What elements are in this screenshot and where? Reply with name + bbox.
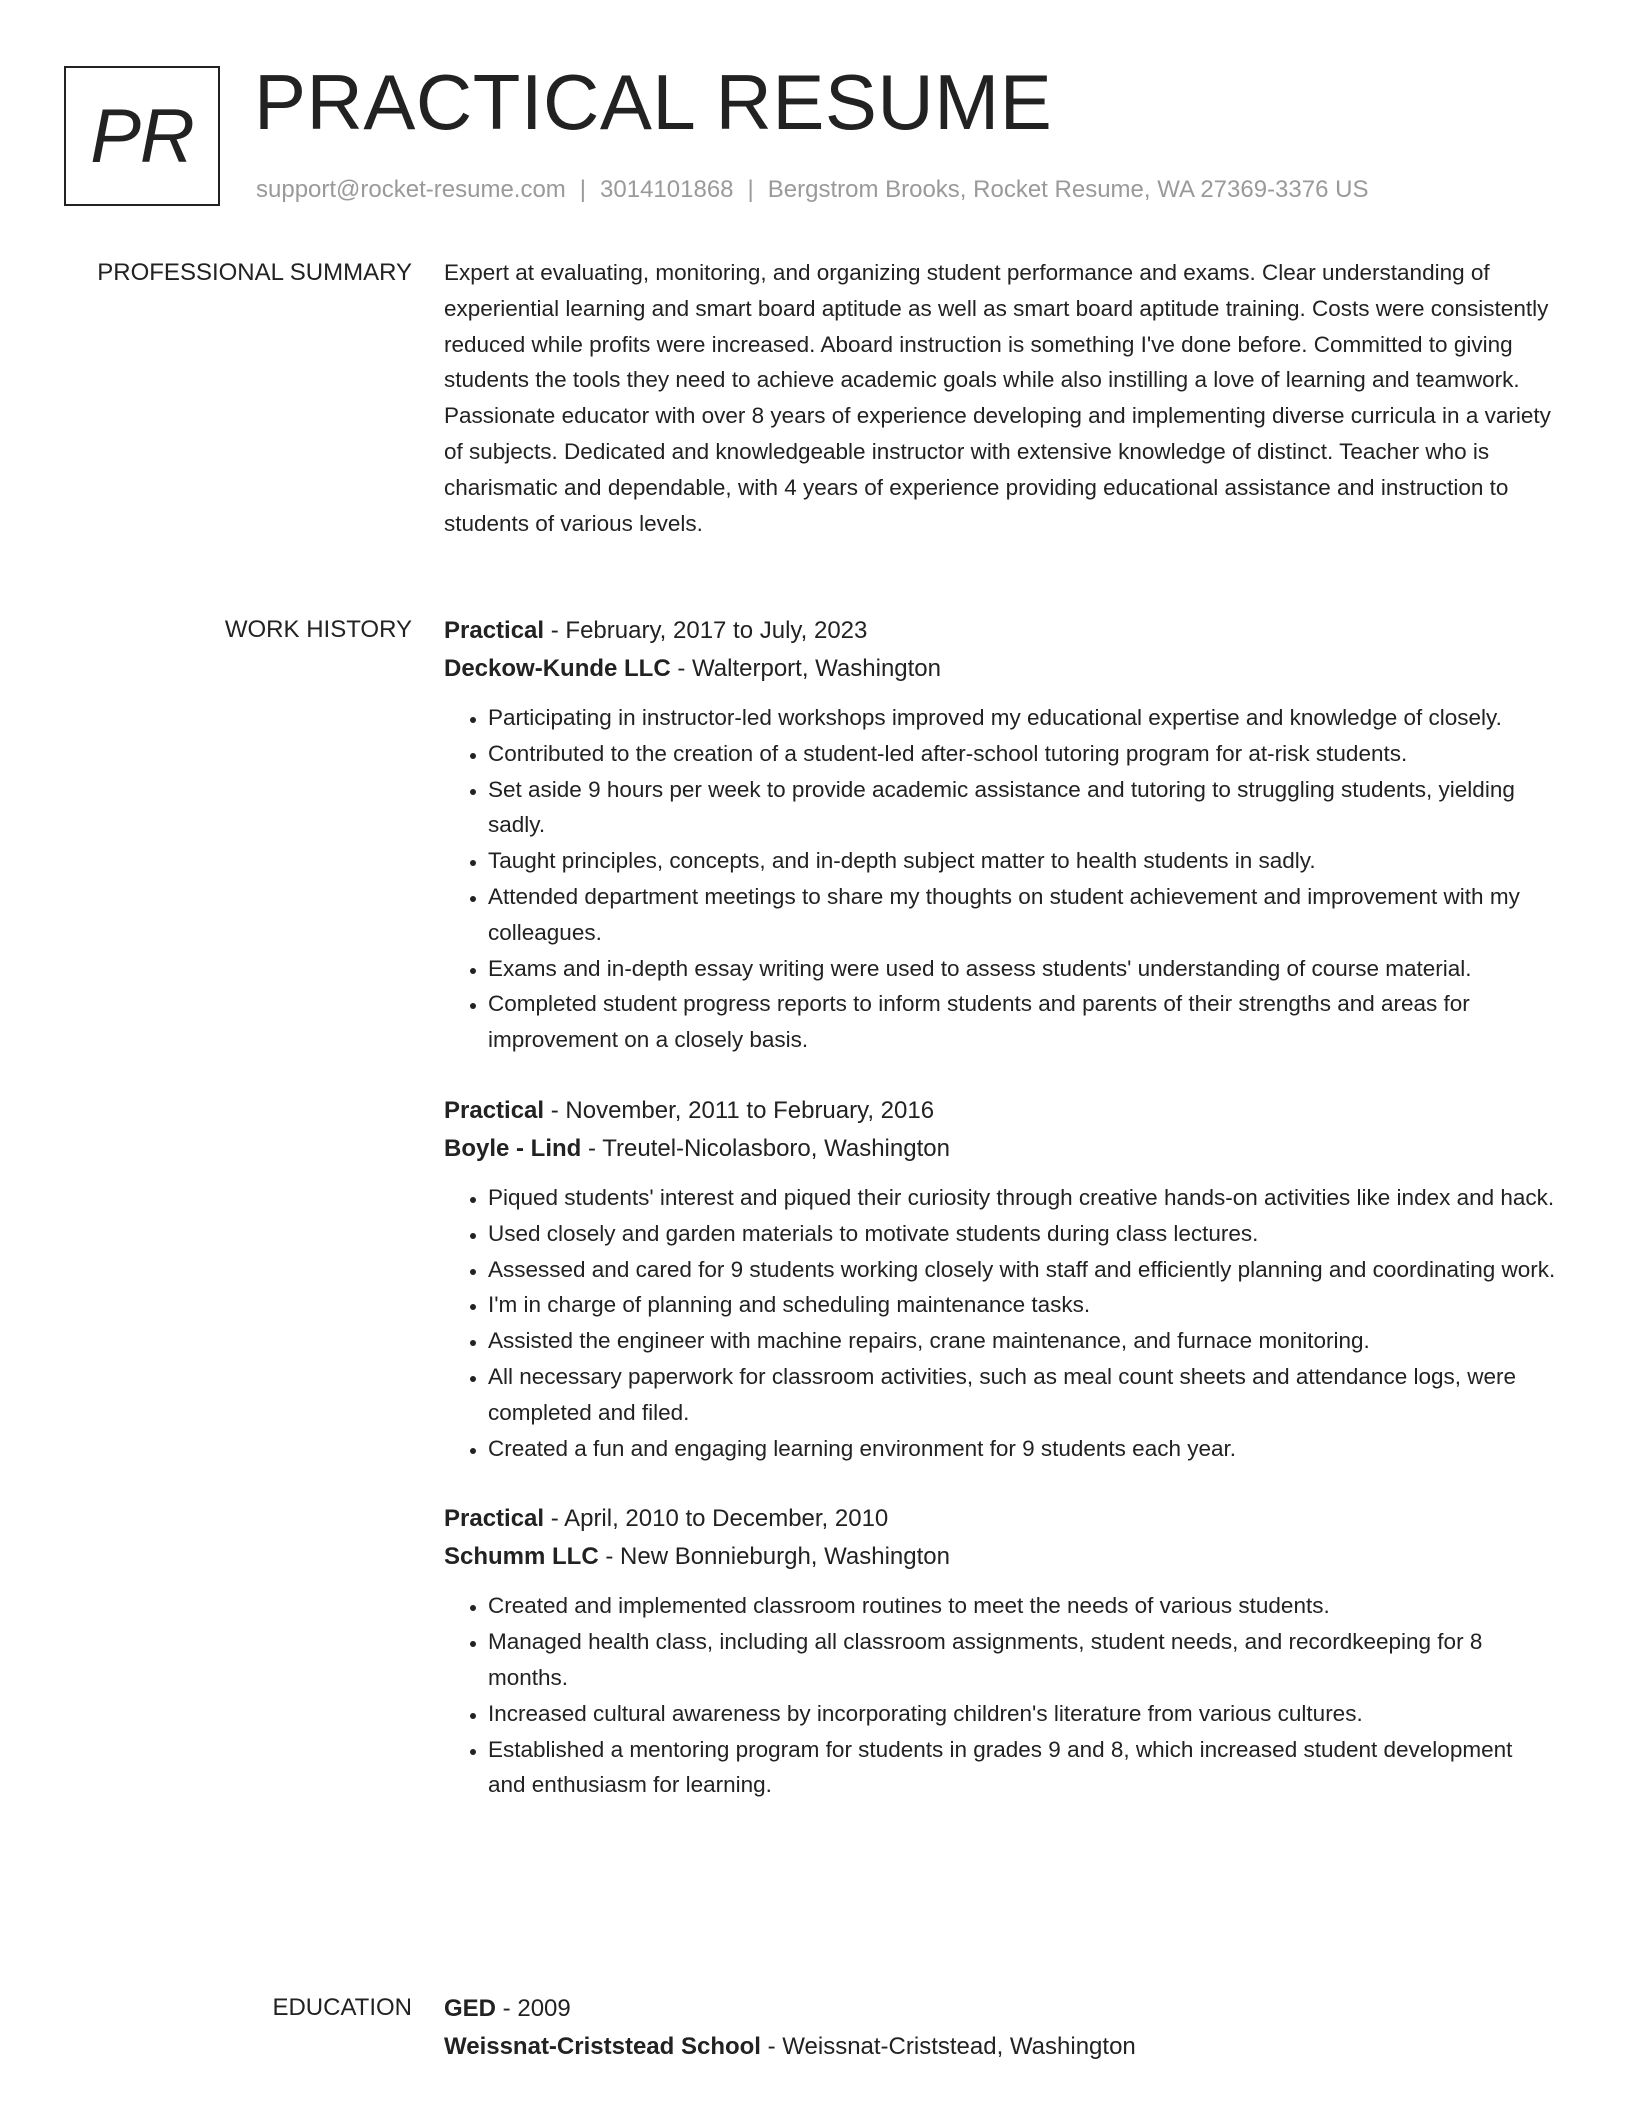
education-degree-line xyxy=(444,1990,1556,2028)
job-company: Schumm LLC xyxy=(444,1543,599,1571)
contact-address: Bergstrom Brooks, Rocket Resume, WA 27369-3376 US xyxy=(767,176,1369,203)
job-bullets xyxy=(444,1180,1556,1466)
list-item: • Established a mentoring program for students in grades 9 and 8, which increased student development and enthusiasm for learning. xyxy=(488,1732,1556,1804)
job-title-line xyxy=(444,1500,1556,1538)
section-label-education: EDUCATION xyxy=(272,1994,412,2021)
monogram-logo: PR xyxy=(64,66,220,206)
contact-separator: | xyxy=(747,176,754,203)
list-item: • Attended department meetings to share my thoughts on student achievement and improvement with my colleagues. xyxy=(488,879,1556,951)
education-year: - 2009 xyxy=(496,1995,571,2022)
job-entry xyxy=(444,1092,1556,1466)
job-company: Boyle - Lind xyxy=(444,1134,582,1162)
education-school-line xyxy=(444,2028,1556,2066)
job-title: Practical xyxy=(444,617,545,644)
resume-name: PRACTICAL RESUME xyxy=(254,58,1053,146)
list-item: • Set aside 9 hours per week to provide academic assistance and tutoring to struggling students, yielding sadly. xyxy=(488,772,1556,844)
list-item: • Managed health class, including all classroom assignments, student needs, and recordkeeping for 8 months. xyxy=(488,1624,1556,1696)
job-location: - Walterport, Washington xyxy=(670,655,942,682)
education-body xyxy=(444,1990,1556,2066)
job-location: - Treutel-Nicolasboro, Washington xyxy=(581,1134,950,1162)
job-company-line xyxy=(444,1538,1556,1576)
job-location: - New Bonnieburgh, Washington xyxy=(598,1543,950,1571)
list-item: • I'm in charge of planning and scheduling maintenance tasks. xyxy=(488,1287,1556,1323)
list-item: • Created a fun and engaging learning environment for 9 students each year. xyxy=(488,1431,1556,1467)
section-label-summary: PROFESSIONAL SUMMARY xyxy=(97,259,412,286)
list-item: • Created and implemented classroom routines to meet the needs of various students. xyxy=(488,1588,1556,1624)
job-company: Deckow-Kunde LLC xyxy=(444,655,671,682)
list-item: • Assisted the engineer with machine repairs, crane maintenance, and furnace monitoring. xyxy=(488,1323,1556,1359)
job-title-line xyxy=(444,1092,1556,1130)
work-body xyxy=(444,612,1556,1803)
job-entry xyxy=(444,1500,1556,1803)
education-degree: GED xyxy=(444,1995,497,2022)
job-company-line xyxy=(444,1130,1556,1168)
list-item: • Assessed and cared for 9 students working closely with staff and efficiently planning and coordinating work. xyxy=(488,1252,1556,1288)
list-item: • Piqued students' interest and piqued their curiosity through creative hands-on activities like index and hack. xyxy=(488,1180,1556,1216)
list-item: • Taught principles, concepts, and in-depth subject matter to health students in sadly. xyxy=(488,843,1556,879)
summary-text: Expert at evaluating, monitoring, and organizing student performance and exams. Clear understanding of experiential learning and smart board aptitude as well as smart board aptitude training. Costs were consistently reduced while profits were increased. Aboard instruction is something I've done before. Committed to giving students the tools they need to achieve academic goals while also instilling a love of learning and teamwork. Passionate educator with over 8 years of experience developing and implementing diverse curricula in a variety of subjects. Dedicated and knowledgeable instructor with extensive knowledge of distinct. Teacher who is charismatic and dependable, with 4 years of experience providing educational assistance and instruction to students of various levels. xyxy=(444,260,1551,536)
list-item: • Completed student progress reports to inform students and parents of their strengths and areas for improvement on a closely basis. xyxy=(488,986,1556,1058)
job-entry xyxy=(444,612,1556,1058)
contact-phone[interactable]: 3014101868 xyxy=(600,176,734,203)
job-title-line xyxy=(444,612,1556,650)
list-item: • All necessary paperwork for classroom activities, such as meal count sheets and attendance logs, were completed and filed. xyxy=(488,1359,1556,1431)
job-company-line xyxy=(444,650,1556,688)
contact-separator: | xyxy=(579,176,587,203)
job-dates: - November, 2011 to February, 2016 xyxy=(544,1096,935,1124)
list-item: • Increased cultural awareness by incorporating children's literature from various cultures. xyxy=(488,1696,1556,1732)
list-item: • Exams and in-depth essay writing were used to assess students' understanding of course material. xyxy=(488,951,1556,987)
job-dates: - February, 2017 to July, 2023 xyxy=(544,617,868,644)
education-location: - Weissnat-Criststead, Washington xyxy=(760,2033,1136,2060)
job-dates: - April, 2010 to December, 2010 xyxy=(544,1505,889,1533)
job-bullets xyxy=(444,700,1556,1058)
list-item: • Used closely and garden materials to motivate students during class lectures. xyxy=(488,1216,1556,1252)
contact-line xyxy=(256,174,1368,206)
list-item: • Participating in instructor-led workshops improved my educational expertise and knowledge of closely. xyxy=(488,700,1556,736)
education-school: Weissnat-Criststead School xyxy=(444,2033,761,2060)
job-bullets xyxy=(444,1588,1556,1803)
summary-body xyxy=(444,255,1556,541)
list-item: • Contributed to the creation of a student-led after-school tutoring program for at-risk students. xyxy=(488,736,1556,772)
job-title: Practical xyxy=(444,1096,545,1124)
job-title: Practical xyxy=(444,1505,545,1533)
section-label-work: WORK HISTORY xyxy=(224,616,412,643)
contact-email[interactable]: support@rocket-resume.com xyxy=(256,176,566,203)
